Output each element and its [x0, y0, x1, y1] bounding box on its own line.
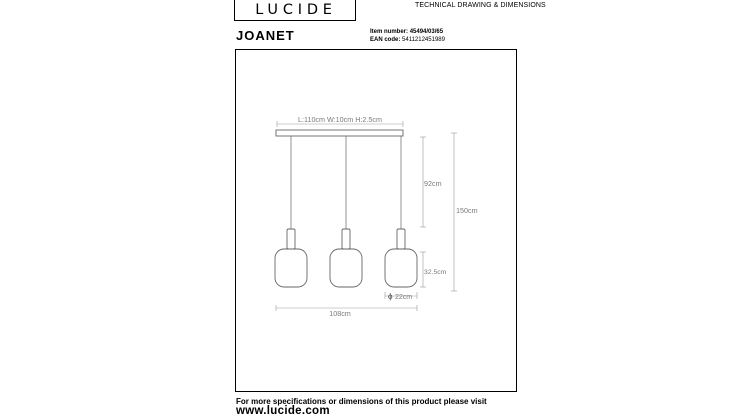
total-height-label: 150cm [456, 206, 478, 215]
overall-width-label: 108cm [329, 309, 351, 318]
pendant-3 [385, 136, 417, 287]
pendant-2 [330, 136, 362, 287]
document-type: TECHNICAL DRAWING & DIMENSIONS [415, 2, 546, 9]
technical-drawing [235, 49, 517, 392]
lamp-holder [287, 229, 295, 249]
footer-note: For more specifications or dimensions of this product please visit [236, 397, 487, 406]
brand-logo [234, 0, 356, 21]
website-link[interactable]: www.lucide.com [236, 405, 330, 417]
brand-logo-text: LUCIDE [255, 2, 337, 18]
product-title: JOANET [236, 28, 295, 43]
canopy-dimension-label: L:110cm W:10cm H:2.5cm [297, 115, 383, 124]
ean-code [370, 37, 445, 43]
lamp-holder [342, 229, 350, 249]
item-number-value: 45494/03/65 [409, 29, 444, 35]
item-number [370, 29, 443, 35]
ceiling-canopy [276, 130, 403, 136]
cable-length-label: 92cm [424, 179, 442, 188]
glass-shade [275, 249, 307, 287]
lamp-holder [397, 229, 405, 249]
glass-shade [330, 249, 362, 287]
shade-diameter-label: 22cm [395, 294, 413, 301]
pendant-1 [275, 136, 307, 287]
ean-code-value: 5411212451989 [402, 37, 445, 43]
diameter-symbol: ϕ [388, 292, 393, 301]
ean-code-label: EAN code: [370, 37, 401, 43]
shade-height-label: 32.5cm [424, 269, 447, 276]
glass-shade [385, 249, 417, 287]
item-number-label: Item number: [370, 29, 409, 35]
